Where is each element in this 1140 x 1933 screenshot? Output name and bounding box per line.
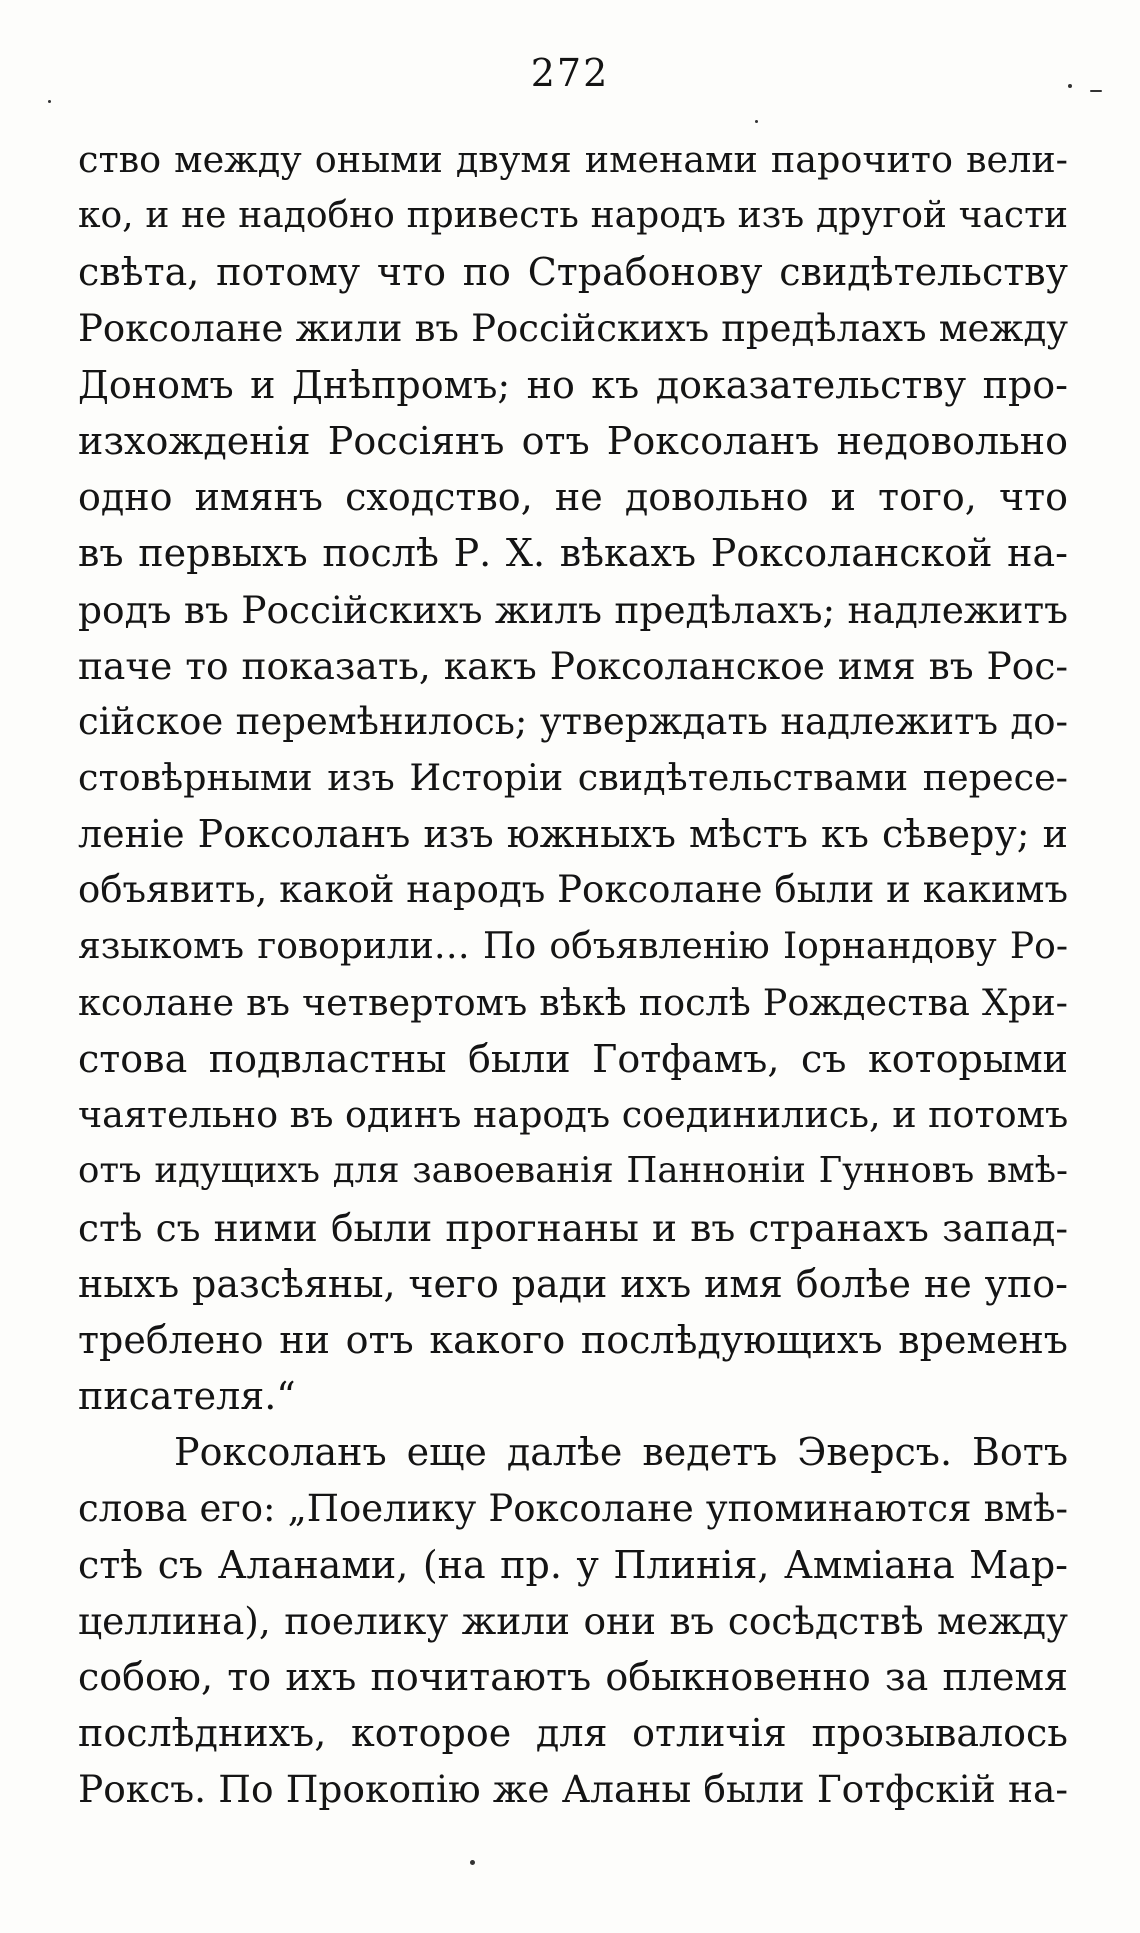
scan-speck	[1068, 84, 1072, 88]
scan-speck	[470, 1860, 475, 1865]
text-line: послѣднихъ, которое для отличія прозывалось	[78, 1711, 1068, 1756]
text-line: леніе Роксоланъ изъ южныхъ мѣстъ къ сѣверу; и	[78, 812, 1068, 857]
body-text	[78, 132, 1068, 1818]
text-line: отъ идущихъ для завоеванія Панноніи Гунновъ вмѣ-	[78, 1150, 1068, 1192]
text-line: треблено ни отъ какого послѣдующихъ временъ	[78, 1317, 1068, 1362]
scan-speck	[48, 100, 51, 103]
text-line: Роксолане жили въ Россійскихъ предѣлахъ между	[78, 306, 1068, 350]
text-line: ко, и не надобно привесть народъ изъ другой части	[78, 195, 1068, 237]
text-line: собою, то ихъ почитаютъ обыкновенно за племя	[78, 1655, 1068, 1700]
text-line: языкомъ говорили… По объявленію Іорнандову Ро-	[78, 925, 1068, 967]
text-line: стѣ съ Аланами, (на пр. у Плинія, Амміана Мар-	[78, 1542, 1068, 1587]
text-line: ксолане въ четвертомъ вѣкѣ послѣ Рождества Хри-	[78, 980, 1068, 1024]
text-line: писателя.“	[78, 1374, 296, 1419]
page-number: 272	[530, 51, 610, 95]
text-line: чаятельно въ одинъ народъ соединились, и потомъ	[78, 1093, 1068, 1137]
text-line: въ первыхъ послѣ Р. Х. вѣкахъ Роксоланской на-	[78, 531, 1068, 576]
text-line: свѣта, потому что по Страбонову свидѣтельству	[78, 250, 1068, 295]
text-line: одно имянъ сходство, не довольно и того, что	[78, 475, 1068, 520]
text-line: стова подвластны были Готфамъ, съ которыми	[78, 1037, 1068, 1081]
text-line: изхожденія Россіянъ отъ Роксоланъ недовольно	[78, 418, 1068, 463]
text-line: ныхъ разсѣяны, чего ради ихъ имя болѣе не упо-	[78, 1261, 1068, 1306]
text-line: родъ въ Россійскихъ жилъ предѣлахъ; надлежитъ	[78, 587, 1068, 632]
scan-speck	[755, 120, 758, 123]
text-line: Роксъ. По Прокопію же Аланы были Готфскій на-	[78, 1767, 1068, 1812]
text-line: паче то показать, какъ Роксоланское имя въ Рос-	[78, 643, 1068, 688]
text-line: стѣ съ ними были прогнаны и въ странахъ запад-	[78, 1205, 1068, 1250]
text-line: сійское перемѣнилось; утверждать надлежитъ до-	[78, 699, 1068, 743]
text-line: ство между оными двумя именами парочито вели-	[78, 138, 1068, 181]
scan-speck	[1090, 90, 1102, 92]
text-line: слова его: „Поелику Роксолане упоминаются вмѣ-	[78, 1486, 1068, 1530]
text-line: стовѣрными изъ Исторіи свидѣтельствами пересе-	[78, 756, 1068, 800]
text-line: объявить, какой народъ Роксолане были и какимъ	[78, 868, 1068, 912]
text-line: Роксоланъ еще далѣе ведетъ Эверсъ. Вотъ	[174, 1430, 1068, 1475]
text-line: Дономъ и Днѣпромъ; но къ доказательству про-	[78, 362, 1068, 407]
text-line: целлина), поелику жили они въ сосѣдствѣ между	[78, 1598, 1068, 1643]
